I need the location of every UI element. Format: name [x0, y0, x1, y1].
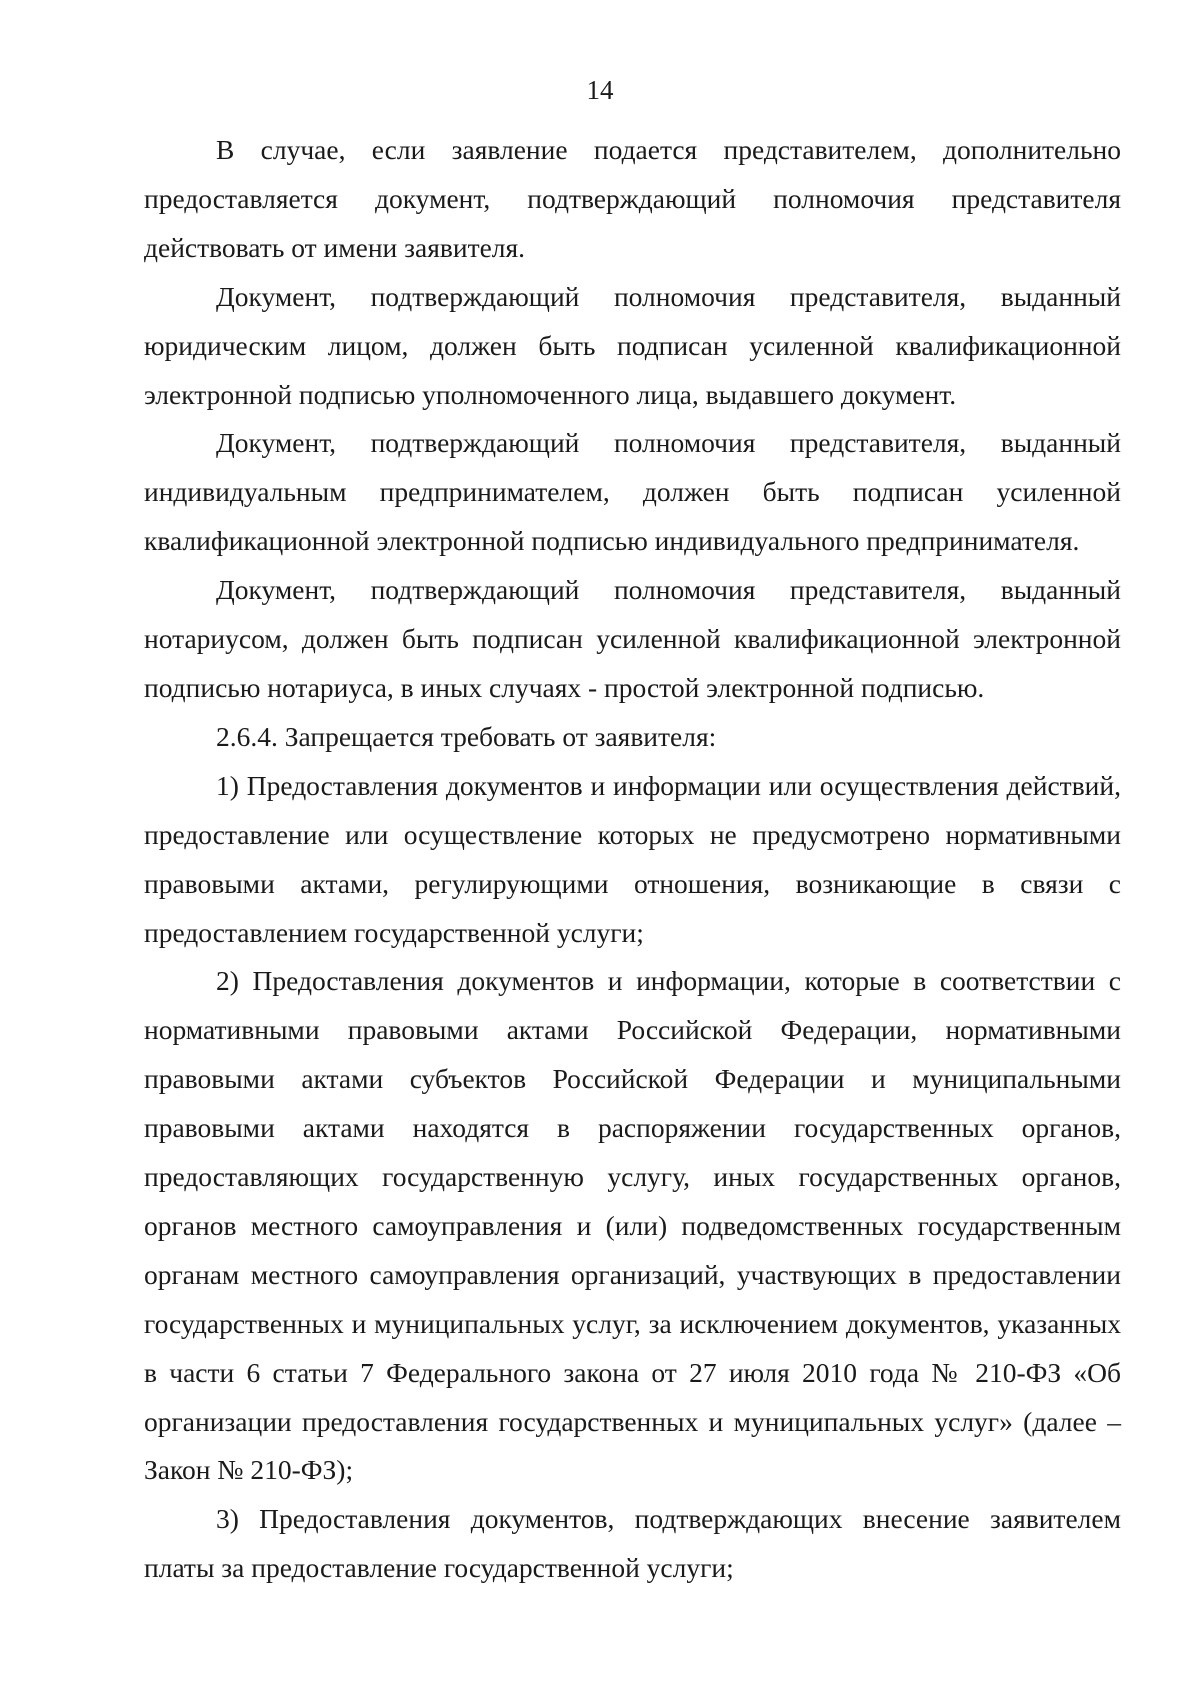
list-item-1: 1) Предоставления документов и информации или осуществления действий, предоставление или осуществление которых не предусмотрено нормативными правовыми актами, регулирующими отношения, возникающие в связи с предоставлением государственной услуги;	[144, 769, 1121, 948]
paragraph-representative-document: В случае, если заявление подается представителем, дополнительно предоставляется документ, подтверждающий полномочия представителя действовать от имени заявителя.	[144, 134, 1121, 263]
document-body	[144, 126, 1121, 1593]
page-number: 14	[586, 75, 614, 105]
list-item-2: 2) Предоставления документов и информации, которые в соответствии с нормативными правовыми актами Российской Федерации, нормативными правовыми актами субъектов Российской Федерации и муниципальными правовыми актами находятся в распоряжении государственных органов, предоставляющих государственную услугу, иных государственных органов, органов местного самоуправления и (или) подведомственных государственным органам местного самоуправления организаций, участвующих в предоставлении государственных и муниципальных услуг, за исключением документов, указанных в части 6 статьи 7 Федерального закона от 27 июля 2010 года № 210-ФЗ «Об организации предоставления государственных и муниципальных услуг» (далее – Закон № 210-ФЗ);	[144, 965, 1121, 1486]
paragraph-entrepreneur-signature: Документ, подтверждающий полномочия представителя, выданный индивидуальным предпринимателем, должен быть подписан усиленной квалификационной электронной подписью индивидуального предпринимателя.	[144, 427, 1121, 557]
paragraph-section-heading: 2.6.4. Запрещается требовать от заявителя:	[216, 720, 717, 752]
paragraph-legal-entity-signature: Документ, подтверждающий полномочия представителя, выданный юридическим лицом, должен быть подписан усиленной квалификационной электронной подписью уполномоченного лица, выдавшего документ.	[144, 280, 1121, 410]
list-item-3: 3) Предоставления документов, подтверждающих внесение заявителем платы за предоставление государственной услуги;	[144, 1503, 1121, 1584]
paragraph-notary-signature: Документ, подтверждающий полномочия представителя, выданный нотариусом, должен быть подписан усиленной квалификационной электронной подписью нотариуса, в иных случаях - простой электронной подписью.	[144, 574, 1121, 703]
